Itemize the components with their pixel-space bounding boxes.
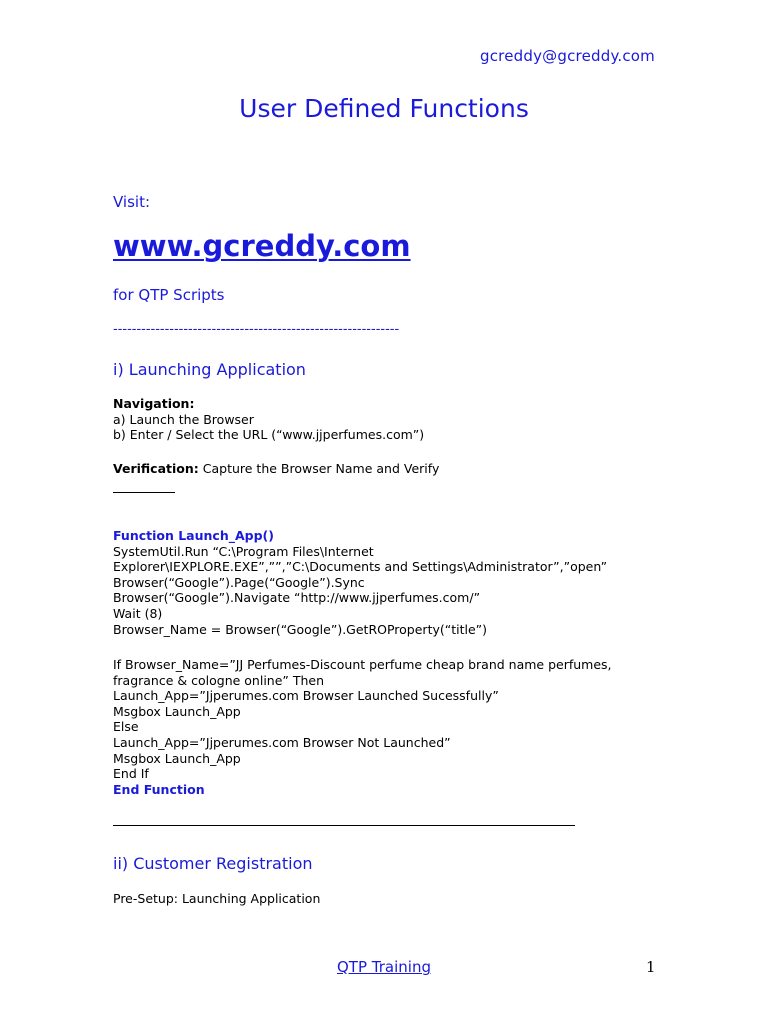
code-line: End If [113,766,149,782]
for-qtp-text: for QTP Scripts [113,286,225,304]
site-link[interactable]: www.gcreddy.com [113,229,411,263]
nav-step: b) Enter / Select the URL (“www.jjperfumes.com”) [113,427,425,443]
code-line: Explorer\IEXPLORE.EXE”,””,”C:\Documents and Settings\Administrator”,”open” [113,559,608,575]
code-line: Wait (8) [113,605,163,621]
long-separator [113,825,575,826]
visit-label: Visit: [113,193,151,211]
footer-qtp-training-link[interactable]: QTP Training [337,958,431,976]
code-line: fragrance & cologne online” Then [113,672,325,688]
code-line: Launch_App=”Jjperumes.com Browser Launched Sucessfully” [113,688,499,704]
navigation-block [113,396,424,443]
code-line: Browser_Name = Browser(“Google”).GetROProperty(“title”) [113,621,488,637]
code-line: Launch_App=”Jjperumes.com Browser Not Launched” [113,734,451,750]
code-line: Browser(“Google”).Page(“Google”).Sync [113,574,365,590]
code-line: Browser(“Google”).Navigate “http://www.jjperfumes.com/” [113,590,481,606]
page-number: 1 [646,958,656,976]
navigation-label: Navigation: [113,396,195,411]
verification-line [113,461,439,477]
presetup-text: Pre-Setup: Launching Application [113,891,321,906]
function-start: Function Launch_App() [113,528,274,543]
verification-label: Verification: [113,461,199,476]
verification-text: Capture the Browser Name and Verify [198,461,440,476]
code-line: Msgbox Launch_App [113,703,241,719]
function-code-block-2 [113,657,612,797]
function-end: End Function [113,781,205,797]
code-line: Msgbox Launch_App [113,750,241,766]
code-line: SystemUtil.Run “C:\Program Files\Internet [113,543,374,559]
section-heading-registration: ii) Customer Registration [113,854,313,873]
dash-divider: ------------------------------------------------------------- [113,322,400,337]
function-code-block [113,528,607,637]
page-title: User Defined Functions [239,94,529,123]
section-heading-launching: i) Launching Application [113,360,306,379]
code-line: Else [113,719,139,735]
short-separator [113,492,175,493]
nav-step: a) Launch the Browser [113,411,254,427]
presetup-line [113,891,320,907]
header-email-link[interactable]: gcreddy@gcreddy.com [480,47,655,65]
code-line: If Browser_Name=”JJ Perfumes-Discount perfume cheap brand name perfumes, [113,657,612,672]
